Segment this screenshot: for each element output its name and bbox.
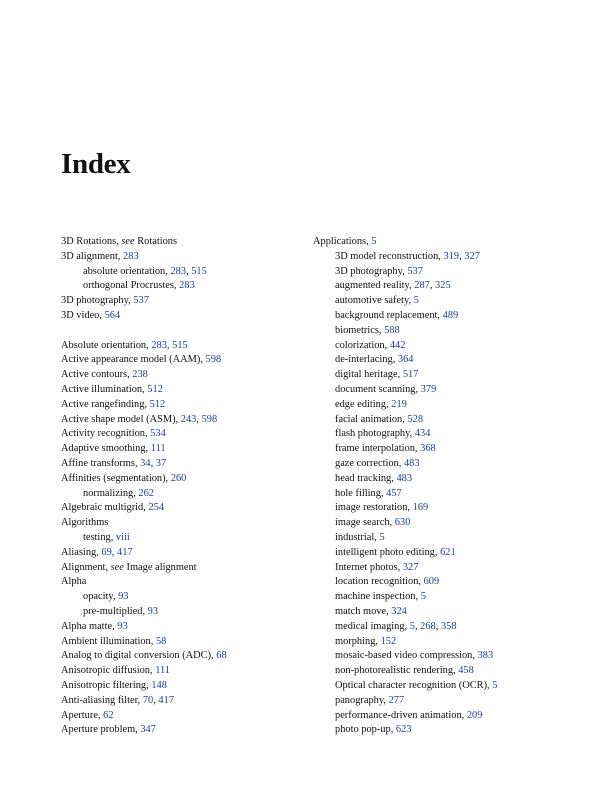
- index-term: head tracking,: [335, 472, 397, 484]
- page-link[interactable]: 277: [388, 694, 405, 706]
- index-term: Analog to digital conversion (ADC),: [61, 650, 217, 662]
- index-term: 3D Rotations,: [61, 236, 122, 247]
- index-term: Anti-aliasing filter,: [61, 694, 143, 706]
- index-subentry: [313, 353, 563, 368]
- index-entry: [61, 353, 311, 368]
- index-term: Aperture problem,: [61, 724, 141, 736]
- index-term: Alpha matte,: [61, 620, 118, 632]
- page-link[interactable]: 534: [150, 428, 166, 440]
- page-link[interactable]: 5: [492, 679, 498, 691]
- page-link[interactable]: 358: [440, 620, 457, 632]
- index-term: pre-multiplied,: [83, 605, 148, 617]
- page-link[interactable]: 621: [440, 546, 456, 558]
- index-term: Active contours,: [61, 369, 133, 381]
- index-subentry: absolute orientation, 283, 515: [83, 265, 207, 277]
- index-entry: [61, 649, 311, 664]
- index-term: edge editing,: [335, 398, 392, 410]
- index-term: de-interlacing,: [335, 354, 398, 366]
- index-subentry: [313, 472, 563, 487]
- index-term: background replacement,: [335, 309, 443, 321]
- index-subentry: [61, 531, 311, 546]
- index-subentry: [313, 294, 563, 309]
- page-link[interactable]: 537: [407, 265, 423, 277]
- index-spacer: [61, 324, 311, 339]
- index-column-right: [313, 235, 563, 738]
- index-term: testing,: [83, 531, 116, 543]
- index-subentry: [313, 723, 563, 738]
- index-entry: [61, 664, 311, 679]
- page-link[interactable]: 512: [149, 398, 166, 410]
- index-term: location recognition,: [335, 576, 424, 588]
- page-link[interactable]: 5: [379, 531, 385, 543]
- index-term: panography,: [335, 694, 389, 706]
- page-title: Index: [61, 148, 131, 180]
- page-link[interactable]: 364: [397, 354, 414, 366]
- page-link[interactable]: 588: [384, 324, 400, 336]
- index-column-left: [61, 235, 311, 738]
- index-term: mosaic-based video compression,: [335, 650, 478, 662]
- index-subentry: [313, 398, 563, 413]
- index-subentry: [313, 531, 563, 546]
- page-link[interactable]: 70: [142, 694, 154, 706]
- page-link[interactable]: 630: [394, 517, 411, 529]
- page-link[interactable]: 62: [103, 709, 114, 721]
- index-subentry: [313, 427, 563, 442]
- page-link[interactable]: 69: [101, 546, 112, 558]
- page-link[interactable]: 609: [423, 576, 440, 588]
- index-subentry: [313, 339, 563, 354]
- index-subentry: [313, 487, 563, 502]
- page-link[interactable]: 254: [148, 502, 165, 514]
- index-entry: [61, 442, 311, 457]
- index-entry: Active shape model (ASM), 243, 598: [61, 413, 218, 425]
- page-link[interactable]: 512: [147, 383, 163, 395]
- index-subentry: [313, 679, 563, 694]
- index-term: document scanning,: [335, 383, 421, 395]
- page-link[interactable]: 209: [466, 709, 483, 721]
- index-subentry: [313, 442, 563, 457]
- index-term: gaze correction,: [335, 457, 404, 469]
- index-entry: [61, 383, 311, 398]
- page-link[interactable]: 327: [464, 250, 480, 262]
- index-entry: [61, 709, 311, 724]
- page-link[interactable]: 347: [140, 724, 156, 736]
- index-subentry: [61, 590, 311, 605]
- index-term: frame interpolation,: [335, 443, 421, 455]
- page-link[interactable]: 458: [458, 665, 474, 677]
- index-term: facial animation,: [335, 413, 408, 425]
- page-link[interactable]: 243: [180, 413, 197, 425]
- index-entry: [61, 398, 311, 413]
- index-term: Alpha: [61, 576, 87, 588]
- index-subentry: [313, 605, 563, 620]
- index-term: Active shape model (ASM),: [61, 413, 181, 425]
- page-link[interactable]: 598: [201, 413, 218, 425]
- page-link[interactable]: 111: [155, 665, 171, 677]
- page-link[interactable]: 148: [151, 679, 167, 691]
- index-term: machine inspection,: [335, 591, 421, 603]
- index-term: Internet photos,: [335, 561, 403, 573]
- index-term: orthogonal Procrustes,: [83, 280, 180, 292]
- page-link[interactable]: 283: [170, 265, 187, 277]
- page-link[interactable]: 5: [413, 295, 419, 307]
- index-term: performance-driven animation,: [335, 709, 467, 721]
- index-subentry: [313, 561, 563, 576]
- index-term: Absolute orientation,: [61, 339, 152, 351]
- page-link[interactable]: 379: [420, 383, 437, 395]
- index-term: Algorithms: [61, 517, 109, 529]
- index-term: Algebraic multigrid,: [61, 502, 149, 514]
- page-link[interactable]: 368: [420, 443, 436, 455]
- page-link[interactable]: 287: [414, 280, 430, 292]
- index-entry: [61, 620, 311, 635]
- index-entry: [61, 427, 311, 442]
- index-subentry: [61, 487, 311, 502]
- index-term: 3D video,: [61, 309, 105, 321]
- page-link[interactable]: 417: [117, 546, 133, 558]
- index-entry: [61, 472, 311, 487]
- page-link[interactable]: 5: [371, 236, 377, 247]
- index-term: biometrics,: [335, 324, 385, 336]
- index-term: Activity recognition,: [61, 428, 151, 440]
- index-term: 3D photography,: [335, 265, 408, 277]
- index-entry: Aliasing, 69, 417: [61, 546, 133, 558]
- index-term: digital heritage,: [335, 369, 403, 381]
- index-subentry: [313, 575, 563, 590]
- index-term: photo pop-up,: [335, 724, 396, 736]
- page-link[interactable]: 489: [442, 309, 459, 321]
- index-term: Affinities (segmentation),: [61, 472, 171, 484]
- index-subentry: [313, 501, 563, 516]
- index-entry: [61, 501, 311, 516]
- index-term: 3D alignment,: [61, 250, 124, 262]
- see-target: Rotations: [134, 236, 178, 247]
- index-term: hole filling,: [335, 487, 387, 499]
- page-link[interactable]: 169: [412, 502, 429, 514]
- page-link[interactable]: 283: [179, 280, 195, 292]
- index-entry: [61, 575, 311, 590]
- index-subentry: [313, 664, 563, 679]
- index-entry: [61, 294, 311, 309]
- page-link[interactable]: 111: [150, 443, 166, 455]
- index-subentry: [313, 590, 563, 605]
- page-link[interactable]: 325: [435, 280, 451, 292]
- page-link[interactable]: 515: [191, 265, 207, 277]
- page-link[interactable]: 219: [391, 398, 407, 410]
- page-link[interactable]: 528: [407, 413, 424, 425]
- page-link[interactable]: 68: [216, 650, 227, 662]
- index-entry: [61, 516, 311, 531]
- index-subentry: [313, 324, 563, 339]
- index-term: Affine transforms,: [61, 457, 141, 469]
- page-link[interactable]: 152: [380, 635, 397, 647]
- page-link[interactable]: 238: [132, 369, 148, 381]
- index-subentry: [313, 649, 563, 664]
- page-link[interactable]: 93: [118, 591, 129, 603]
- index-subentry: 3D model reconstruction, 319, 327: [335, 250, 480, 262]
- page-link[interactable]: 483: [396, 472, 413, 484]
- index-subentry: [313, 309, 563, 324]
- index-entry: Affine transforms, 34, 37: [61, 457, 167, 469]
- page-link[interactable]: 268: [420, 620, 436, 632]
- page-link[interactable]: 434: [414, 428, 431, 440]
- index-subentry: [61, 605, 311, 620]
- see-target: Image alignment: [123, 561, 197, 573]
- index-term: Aperture,: [61, 709, 104, 721]
- index-entry: [61, 250, 311, 265]
- page-link[interactable]: 283: [123, 250, 139, 262]
- index-term: flash photography,: [335, 428, 415, 440]
- page-link[interactable]: 442: [389, 339, 406, 351]
- index-term: automotive safety,: [335, 295, 414, 307]
- index-entry: [61, 679, 311, 694]
- index-entry: [61, 635, 311, 650]
- index-entry: [61, 235, 311, 250]
- index-term: Active appearance model (AAM),: [61, 354, 206, 366]
- page-link[interactable]: 417: [158, 694, 175, 706]
- index-entry: [61, 309, 311, 324]
- index-subentry: [313, 635, 563, 650]
- page-link[interactable]: viii: [115, 531, 130, 543]
- index-term: Active illumination,: [61, 383, 148, 395]
- index-subentry: [313, 694, 563, 709]
- index-subentry: [61, 279, 311, 294]
- page-link[interactable]: 515: [172, 339, 188, 351]
- index-entry: Anti-aliasing filter, 70, 417: [61, 694, 175, 706]
- page-link[interactable]: 5: [420, 591, 426, 603]
- index-subentry: [313, 457, 563, 472]
- see-reference: see: [121, 236, 135, 247]
- page-link[interactable]: 598: [205, 354, 222, 366]
- page-link[interactable]: 5: [409, 620, 415, 632]
- page-link[interactable]: 457: [386, 487, 402, 499]
- index-term: Optical character recognition (OCR),: [335, 679, 493, 691]
- see-reference: see: [110, 561, 124, 573]
- index-subentry: [313, 516, 563, 531]
- index-term: non-photorealistic rendering,: [335, 665, 459, 677]
- page-link[interactable]: 564: [104, 309, 121, 321]
- index-entry: [61, 368, 311, 383]
- page-link[interactable]: 93: [147, 605, 159, 617]
- page-link[interactable]: 319: [443, 250, 460, 262]
- page-link[interactable]: 93: [117, 620, 128, 632]
- index-term: medical imaging,: [335, 620, 410, 632]
- page-link[interactable]: 327: [402, 561, 419, 573]
- index-term: Adaptive smoothing,: [61, 443, 151, 455]
- index-term: augmented reality,: [335, 280, 415, 292]
- page-link[interactable]: 517: [402, 369, 419, 381]
- index-subentry: augmented reality, 287, 325: [335, 280, 451, 292]
- index-term: Applications,: [313, 236, 372, 247]
- index-term: 3D model reconstruction,: [335, 250, 444, 262]
- index-entry: Absolute orientation, 283, 515: [61, 339, 188, 351]
- index-term: Active rangefinding,: [61, 398, 150, 410]
- index-term: industrial,: [335, 531, 380, 543]
- index-term: 3D photography,: [61, 295, 134, 307]
- index-term: morphing,: [335, 635, 381, 647]
- index-subentry: [313, 265, 563, 280]
- page-link[interactable]: 324: [391, 605, 407, 617]
- page-link[interactable]: 283: [151, 339, 167, 351]
- index-term: Aliasing,: [61, 546, 102, 558]
- index-term: absolute orientation,: [83, 265, 171, 277]
- page-link[interactable]: 58: [155, 635, 167, 647]
- index-term: Alignment,: [61, 561, 111, 573]
- index-term: Anisotropic diffusion,: [61, 665, 156, 677]
- index-subentry: [313, 709, 563, 724]
- index-term: image restoration,: [335, 502, 413, 514]
- page-link[interactable]: 483: [403, 457, 420, 469]
- index-subentry: [313, 413, 563, 428]
- index-term: Anisotropic filtering,: [61, 679, 152, 691]
- index-term: Ambient illumination,: [61, 635, 156, 647]
- index-term: match move,: [335, 605, 392, 617]
- page-link[interactable]: 37: [155, 457, 167, 469]
- index-entry: [313, 235, 563, 250]
- index-subentry: [313, 546, 563, 561]
- index-term: intelligent photo editing,: [335, 546, 441, 558]
- index-term: opacity,: [83, 591, 119, 603]
- page-link[interactable]: 623: [395, 724, 412, 736]
- index-term: normalizing,: [83, 487, 139, 499]
- page-link[interactable]: 383: [477, 650, 494, 662]
- index-entry: [61, 723, 311, 738]
- index-subentry: medical imaging, 5, 268, 358: [335, 620, 457, 632]
- index-subentry: [313, 383, 563, 398]
- page-link[interactable]: 34: [140, 457, 151, 469]
- page-link[interactable]: 537: [133, 295, 149, 307]
- index-entry: [61, 561, 311, 576]
- index-term: image search,: [335, 517, 395, 529]
- page-link[interactable]: 262: [138, 487, 154, 499]
- index-subentry: [313, 368, 563, 383]
- page-link[interactable]: 260: [170, 472, 187, 484]
- index-term: colorization,: [335, 339, 390, 351]
